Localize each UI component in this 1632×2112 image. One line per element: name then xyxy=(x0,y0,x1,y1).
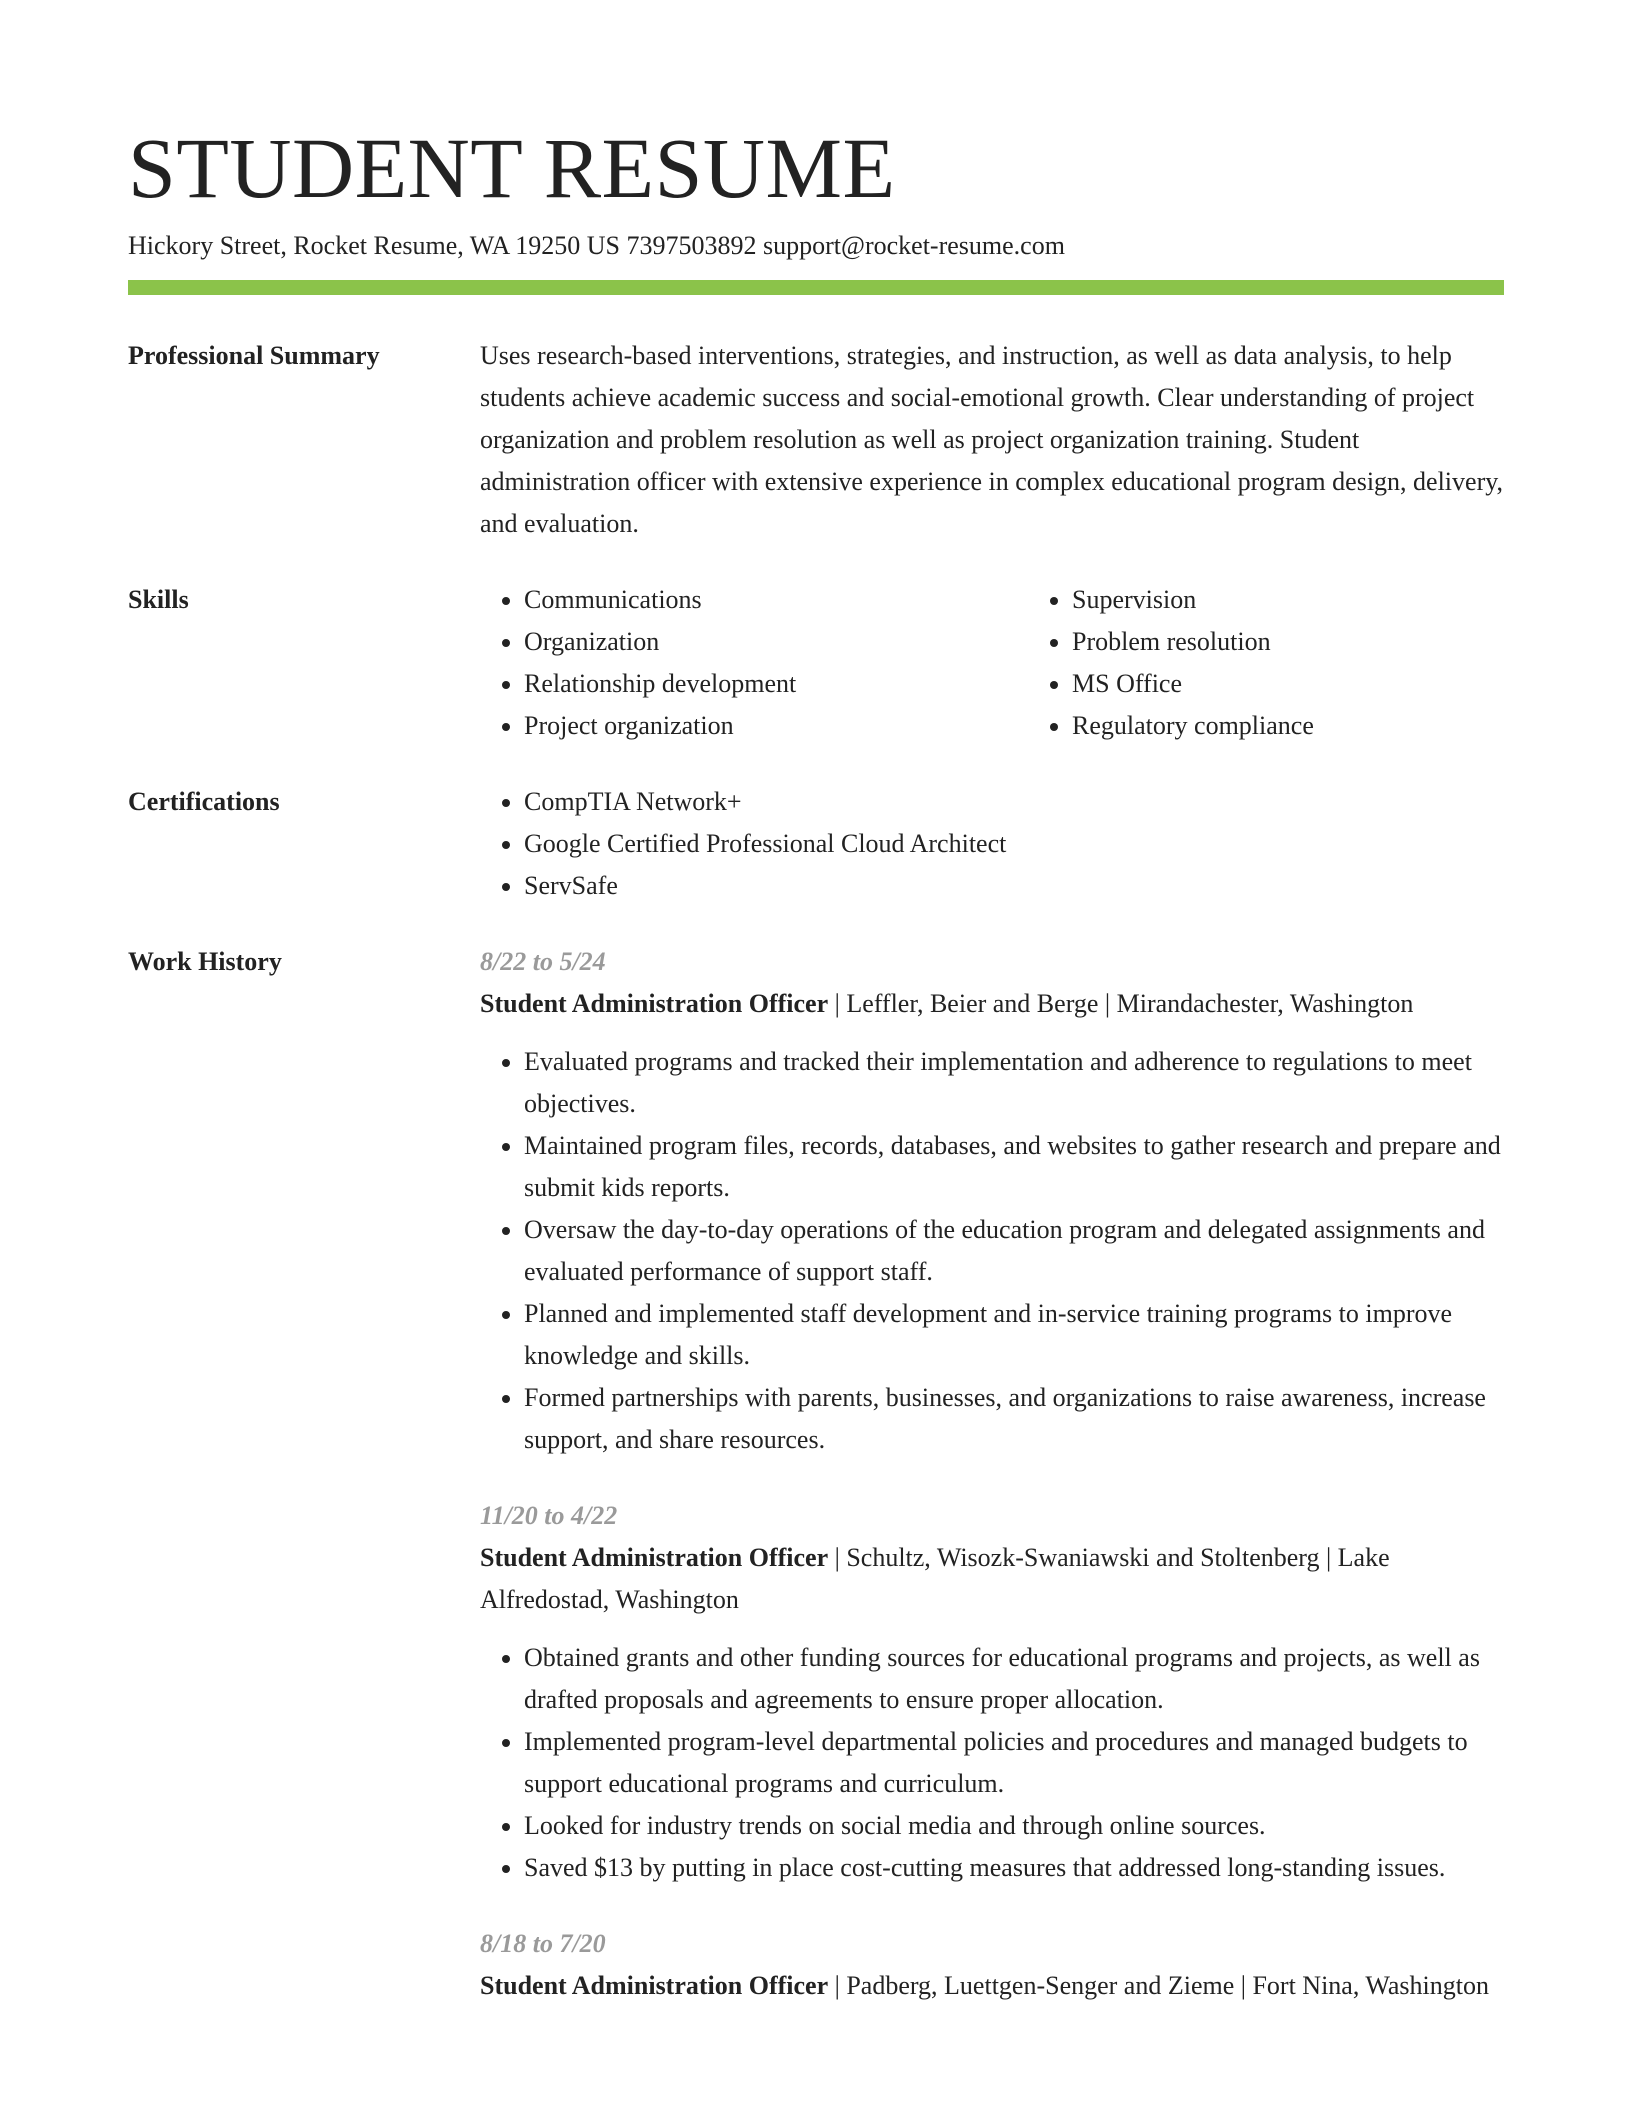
summary-text: Uses research-based interventions, strategies, and instruction, as well as data analysis, to help students achieve academic success and social-emotional growth. Clear understanding of project organization and problem resolution as well as project organization training. Student administration officer with extensive experience in complex educational program design, delivery, and evaluation. xyxy=(480,341,1504,538)
job-heading xyxy=(480,983,1504,1025)
section-label-skills: Skills xyxy=(128,585,189,614)
contact-line: Hickory Street, Rocket Resume, WA 19250 US 7397503892 support@rocket-resume.com xyxy=(128,231,1065,260)
job-entry xyxy=(480,1923,1504,2007)
job-date: 8/18 to 7/20 xyxy=(480,1929,606,1958)
job-entry xyxy=(480,1495,1504,1889)
job-heading xyxy=(480,1537,1504,1621)
certification-item: • ServSafe xyxy=(524,865,1504,907)
job-bullet: • Oversaw the day-to-day operations of the education program and delegated assignments and evaluated performance of support staff. xyxy=(524,1209,1504,1293)
certification-item: • CompTIA Network+ xyxy=(524,781,1504,823)
skill-item: • Project organization xyxy=(524,705,984,747)
skill-item: • Regulatory compliance xyxy=(1072,705,1532,747)
job-bullet: • Planned and implemented staff development and in-service training programs to improve knowledge and skills. xyxy=(524,1293,1504,1377)
skills-list-col2 xyxy=(1028,579,1532,747)
job-details: | Schultz, Wisozk-Swaniawski and Stoltenberg | Lake Alfredostad, Washington xyxy=(480,1543,1390,1614)
resume-title: STUDENT RESUME xyxy=(128,120,896,216)
job-date: 11/20 to 4/22 xyxy=(480,1501,618,1530)
skill-item: • Supervision xyxy=(1072,579,1532,621)
job-title: Student Administration Officer xyxy=(480,1543,829,1572)
job-bullets xyxy=(480,1637,1504,1889)
section-label-certifications: Certifications xyxy=(128,787,280,816)
job-details: | Leffler, Beier and Berge | Mirandachester, Washington xyxy=(828,989,1414,1018)
skill-item: • Relationship development xyxy=(524,663,984,705)
skill-item: • Problem resolution xyxy=(1072,621,1532,663)
skill-item: • Organization xyxy=(524,621,984,663)
work-history-section xyxy=(128,941,1504,2041)
job-bullets xyxy=(480,1041,1504,1461)
job-bullet: • Saved $13 by putting in place cost-cutting measures that addressed long-standing issues. xyxy=(524,1847,1504,1889)
summary-section xyxy=(128,335,1504,545)
job-bullet: • Formed partnerships with parents, businesses, and organizations to raise awareness, increase support, and share resources. xyxy=(524,1377,1504,1461)
section-label-summary: Professional Summary xyxy=(128,341,380,370)
skills-list-col1 xyxy=(480,579,984,747)
section-label-work-history: Work History xyxy=(128,947,282,976)
skill-item: • Communications xyxy=(524,579,984,621)
job-bullet: • Looked for industry trends on social media and through online sources. xyxy=(524,1805,1504,1847)
job-bullet: • Implemented program-level departmental policies and procedures and managed budgets to support educational programs and curriculum. xyxy=(524,1721,1504,1805)
skills-section xyxy=(128,579,1504,747)
certifications-list xyxy=(480,781,1504,907)
job-bullet: • Evaluated programs and tracked their implementation and adherence to regulations to meet objectives. xyxy=(524,1041,1504,1125)
accent-divider xyxy=(128,280,1504,295)
job-heading xyxy=(480,1965,1504,2007)
job-details: | Padberg, Luettgen-Senger and Zieme | Fort Nina, Washington xyxy=(828,1971,1489,2000)
job-title: Student Administration Officer xyxy=(480,1971,829,2000)
resume-page xyxy=(128,118,1504,2041)
job-bullet: • Obtained grants and other funding sources for educational programs and projects, as well as drafted proposals and agreements to ensure proper allocation. xyxy=(524,1637,1504,1721)
certification-item: • Google Certified Professional Cloud Architect xyxy=(524,823,1504,865)
job-date: 8/22 to 5/24 xyxy=(480,947,606,976)
skill-item: • MS Office xyxy=(1072,663,1532,705)
certifications-section xyxy=(128,781,1504,907)
job-entry xyxy=(480,941,1504,1461)
job-bullet: • Maintained program files, records, databases, and websites to gather research and prepare and submit kids reports. xyxy=(524,1125,1504,1209)
job-title: Student Administration Officer xyxy=(480,989,829,1018)
